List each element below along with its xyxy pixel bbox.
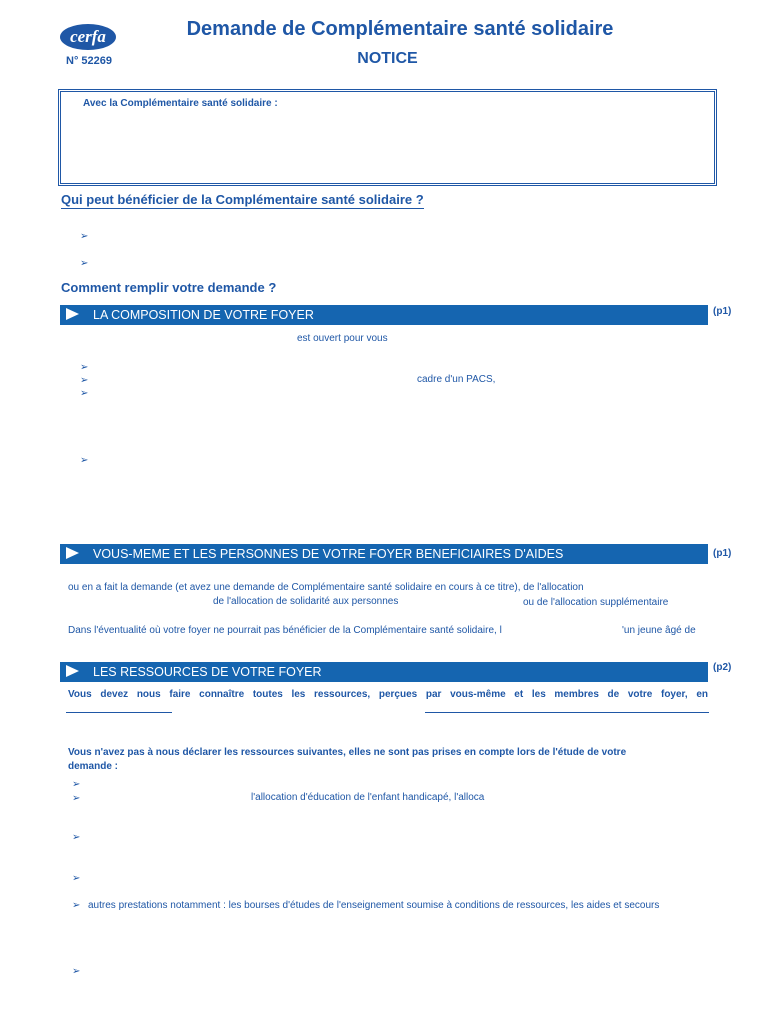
text-fragment: cadre d'un PACS,: [417, 374, 496, 385]
section-band-beneficiaires: [60, 544, 708, 564]
bullet-arrow-icon: ➢: [80, 231, 89, 242]
play-triangle-icon: [66, 665, 79, 677]
text-line: Vous devez nous faire connaître toutes les ressources, perçues par vous-même et les membres de votre foyer, en: [68, 689, 708, 700]
text-fragment: est ouvert pour vous: [297, 333, 388, 344]
bullet-arrow-icon: ➢: [80, 375, 89, 386]
heading-who: Qui peut bénéficier de la Complémentaire santé solidaire ?: [61, 192, 424, 207]
band-label: VOUS-MEME ET LES PERSONNES DE VOTRE FOYER BENEFICIAIRES D'AIDES: [93, 547, 564, 561]
bullet-arrow-icon: ➢: [72, 832, 81, 843]
text-line: Vous n'avez pas à nous déclarer les ressources suivantes, elles ne sont pas prises en compte lors de l'étude de votre: [68, 747, 627, 758]
play-triangle-icon: [66, 547, 79, 559]
bullet-arrow-icon: ➢: [80, 388, 89, 399]
section-band-composition: [60, 305, 708, 325]
intro-box: [60, 91, 715, 184]
bullet-arrow-icon: ➢: [72, 966, 81, 977]
bullet-arrow-icon: ➢: [80, 362, 89, 373]
bullet-arrow-icon: ➢: [72, 873, 81, 884]
heading-how: Comment remplir votre demande ?: [61, 280, 277, 295]
text-fragment: 'un jeune âgé de: [622, 625, 696, 636]
text-fragment: de l'allocation de solidarité aux personnes: [213, 596, 399, 607]
bullet-arrow-icon: ➢: [80, 258, 89, 269]
bullet-arrow-icon: ➢: [72, 793, 81, 804]
page-ref: (p2): [713, 662, 732, 673]
band-label: LES RESSOURCES DE VOTRE FOYER: [93, 665, 322, 679]
cerfa-number: N° 52269: [66, 55, 112, 67]
bullet-arrow-icon: ➢: [72, 900, 81, 911]
page-title: Demande de Complémentaire santé solidaire: [186, 18, 614, 40]
bullet-arrow-icon: ➢: [72, 779, 81, 790]
bullet-arrow-icon: ➢: [80, 455, 89, 466]
section-band-ressources: [60, 662, 708, 682]
text-fragment: ou de l'allocation supplémentaire: [523, 597, 669, 608]
play-triangle-icon: [66, 308, 79, 320]
page-ref: (p1): [713, 548, 732, 559]
cerfa-logo: cerfa: [60, 24, 116, 50]
text-fragment: autres prestations notamment : les bourses d'études de l'enseignement soumise à conditions de ressources, les aides et secours: [88, 900, 660, 911]
page-ref: (p1): [713, 306, 732, 317]
text-fragment: l'allocation d'éducation de l'enfant handicapé, l'alloca: [251, 792, 485, 803]
intro-box-text: Avec la Complémentaire santé solidaire :: [83, 98, 278, 109]
underline-rule: [66, 712, 172, 713]
text-fragment: Dans l'éventualité où votre foyer ne pourrait pas bénéficier de la Complémentaire santé solidaire, l: [68, 625, 502, 636]
text-line: demande :: [68, 761, 119, 772]
band-label: LA COMPOSITION DE VOTRE FOYER: [93, 308, 314, 322]
page-subtitle: NOTICE: [357, 50, 418, 67]
underline-rule: [425, 712, 709, 713]
text-line: ou en a fait la demande (et avez une demande de Complémentaire santé solidaire en cours à ce titre), de l'allocation: [68, 582, 584, 593]
